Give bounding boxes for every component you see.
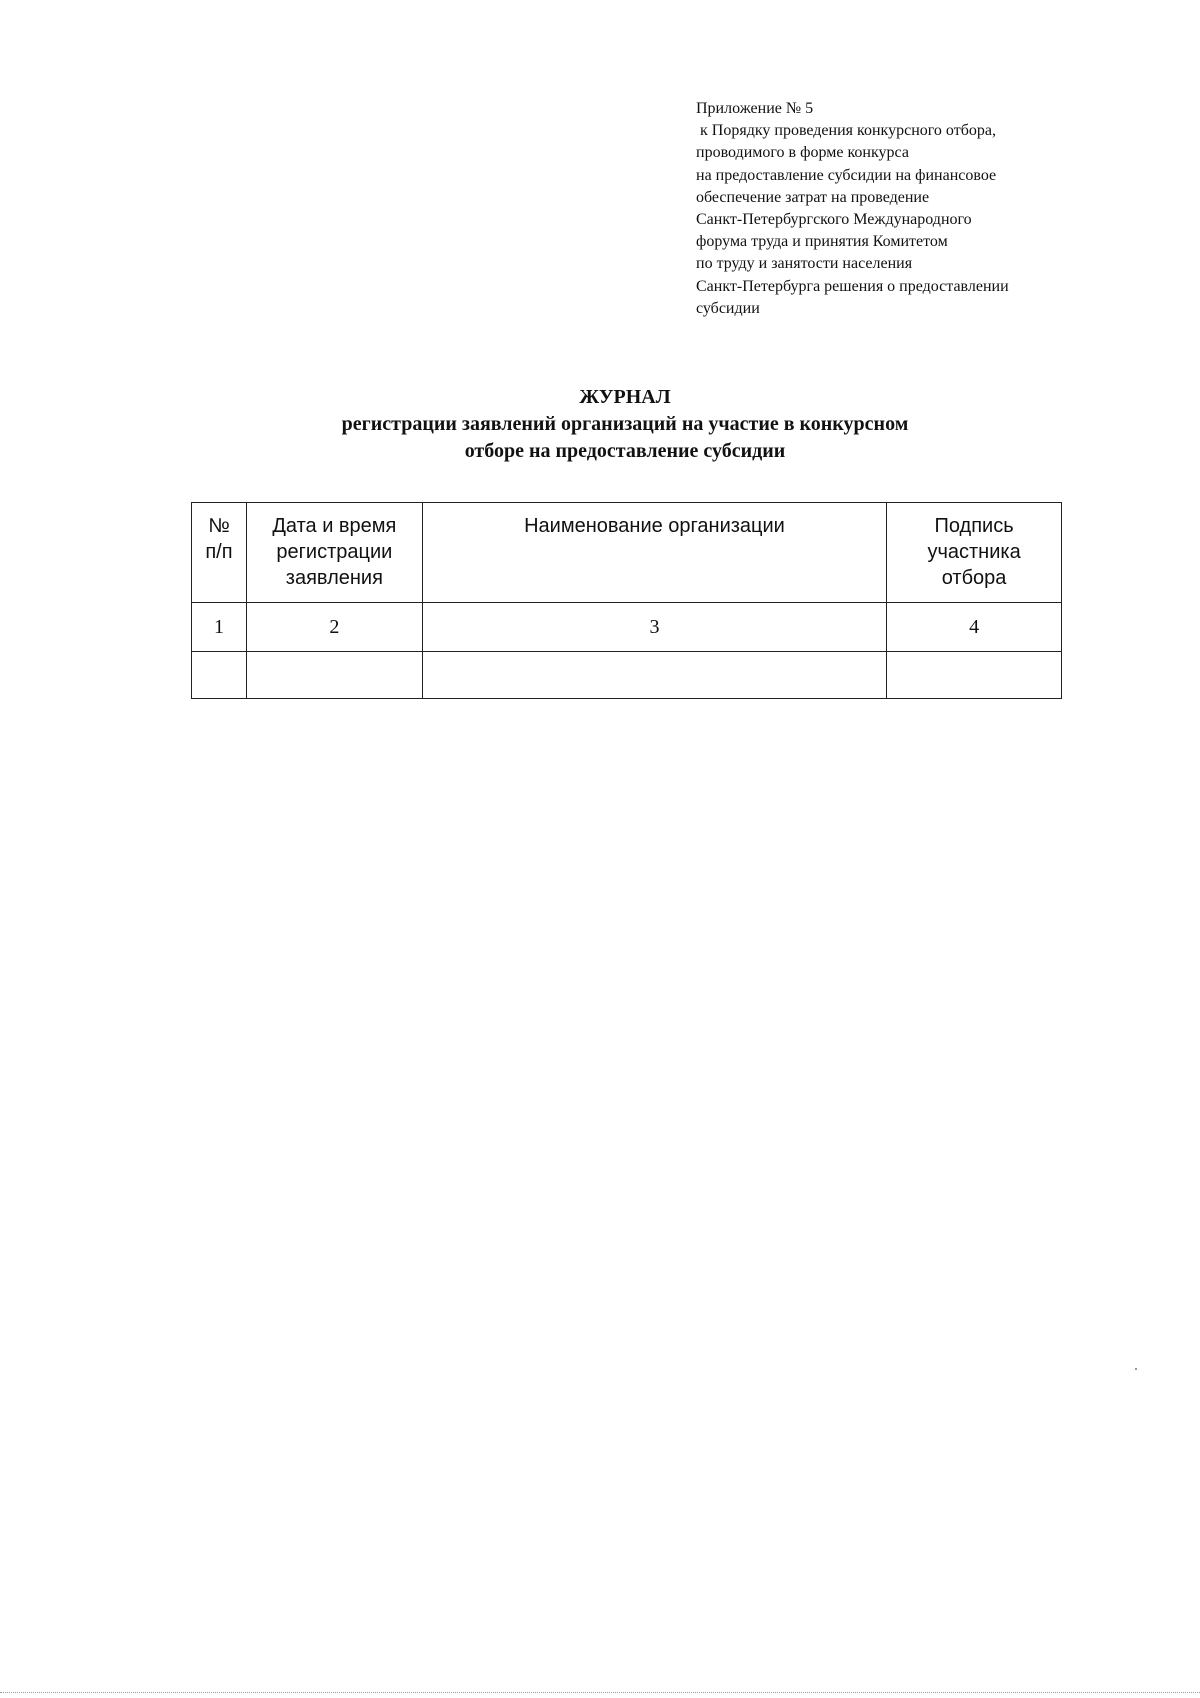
- appendix-note: [696, 98, 1116, 320]
- title-line: отборе на предоставление субсидии: [464, 440, 786, 462]
- header-text: п/п: [205, 541, 233, 563]
- empty-cell: [246, 652, 422, 699]
- appendix-line: Санкт-Петербургского Международного: [696, 211, 972, 229]
- scan-speck: [1135, 1368, 1137, 1370]
- header-text: заявления: [285, 567, 383, 589]
- title-line: регистрации заявлений организаций на участие в конкурсном: [341, 413, 909, 435]
- header-text: №: [208, 515, 230, 537]
- table-header-row: [192, 503, 1062, 603]
- header-text: Подпись: [934, 515, 1014, 537]
- header-organization-name: [422, 503, 886, 603]
- appendix-line: обеспечение затрат на проведение: [696, 188, 930, 206]
- column-number-cell: 4: [887, 603, 1062, 652]
- header-signature: [887, 503, 1062, 603]
- table-row: [192, 603, 1062, 652]
- scan-bottom-edge: [0, 1692, 1200, 1693]
- appendix-line: к Порядку проведения конкурсного отбора,: [700, 122, 996, 140]
- appendix-line: проводимого в форме конкурса: [696, 144, 909, 162]
- header-date-time: [246, 503, 422, 603]
- appendix-line: Приложение № 5: [696, 100, 814, 117]
- header-text: Наименование организации: [524, 515, 785, 537]
- empty-cell: [192, 652, 247, 699]
- column-number-cell: 1: [192, 603, 247, 652]
- header-text: регистрации: [276, 541, 393, 563]
- title-main: ЖУРНАЛ: [579, 386, 671, 408]
- document-title: [190, 384, 1060, 465]
- appendix-line: на предоставление субсидии на финансовое: [696, 166, 997, 184]
- column-number-cell: 3: [422, 603, 886, 652]
- header-text: отбора: [941, 567, 1007, 589]
- empty-cell: [422, 652, 886, 699]
- header-text: Дата и время: [272, 515, 397, 537]
- column-number-cell: 2: [246, 603, 422, 652]
- appendix-line: по труду и занятости населения: [696, 255, 913, 273]
- appendix-line: Санкт-Петербурга решения о предоставлении: [696, 277, 1009, 295]
- table-row: [192, 652, 1062, 699]
- header-number: [192, 503, 247, 603]
- appendix-line: субсидии: [696, 299, 760, 317]
- appendix-line: форума труда и принятия Комитетом: [696, 233, 948, 251]
- registration-journal-table: [191, 502, 1062, 699]
- header-text: участника: [927, 541, 1021, 563]
- empty-cell: [887, 652, 1062, 699]
